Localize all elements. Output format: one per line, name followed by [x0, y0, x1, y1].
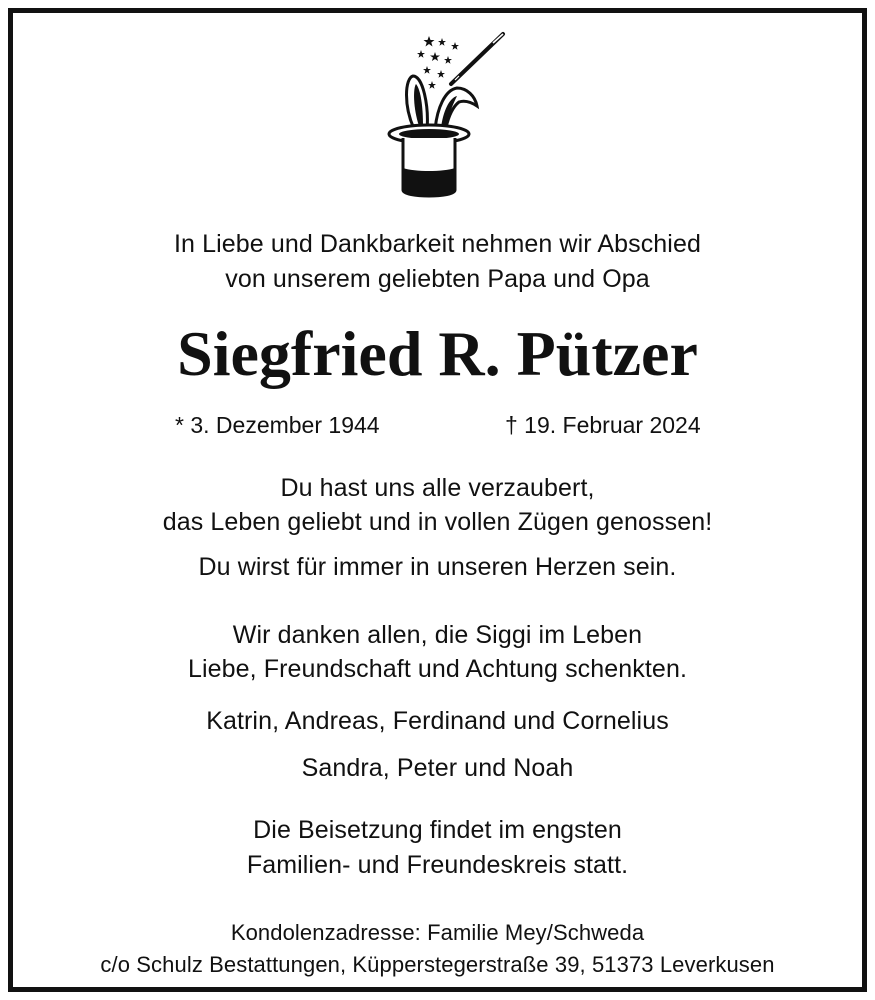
thanks-line-1: Wir danken allen, die Siggi im Leben [232, 621, 643, 649]
condolence-line-2: c/o Schulz Bestattungen, Küpperstegerstraße 39, 51373 Leverkusen [100, 952, 775, 977]
verse-line-1: Du hast uns alle verzaubert, [280, 474, 595, 502]
family-line-1: Katrin, Andreas, Ferdinand und Cornelius [206, 707, 669, 735]
magic-hat-icon [385, 26, 515, 201]
burial-line-2: Familien- und Freundeskreis statt. [246, 851, 629, 879]
intro-line-2: von unserem geliebten Papa und Opa [225, 265, 650, 293]
intro-line-1: In Liebe und Dankbarkeit nehmen wir Abschied [174, 230, 701, 258]
verse-line-2: das Leben geliebt und in vollen Zügen genossen! [162, 508, 713, 536]
deceased-name: Siegfried R. Pützer [177, 318, 698, 389]
verse-line-3: Du wirst für immer in unseren Herzen sein. [198, 553, 677, 581]
birth-date: * 3. Dezember 1944 [175, 412, 380, 438]
family-line-2: Sandra, Peter und Noah [301, 754, 574, 782]
death-date: † 19. Februar 2024 [505, 412, 701, 438]
burial-line-1: Die Beisetzung findet im engsten [253, 816, 622, 844]
condolence-line-1: Kondolenzadresse: Familie Mey/Schweda [230, 920, 645, 945]
thanks-line-2: Liebe, Freundschaft und Achtung schenkten. [188, 655, 687, 683]
